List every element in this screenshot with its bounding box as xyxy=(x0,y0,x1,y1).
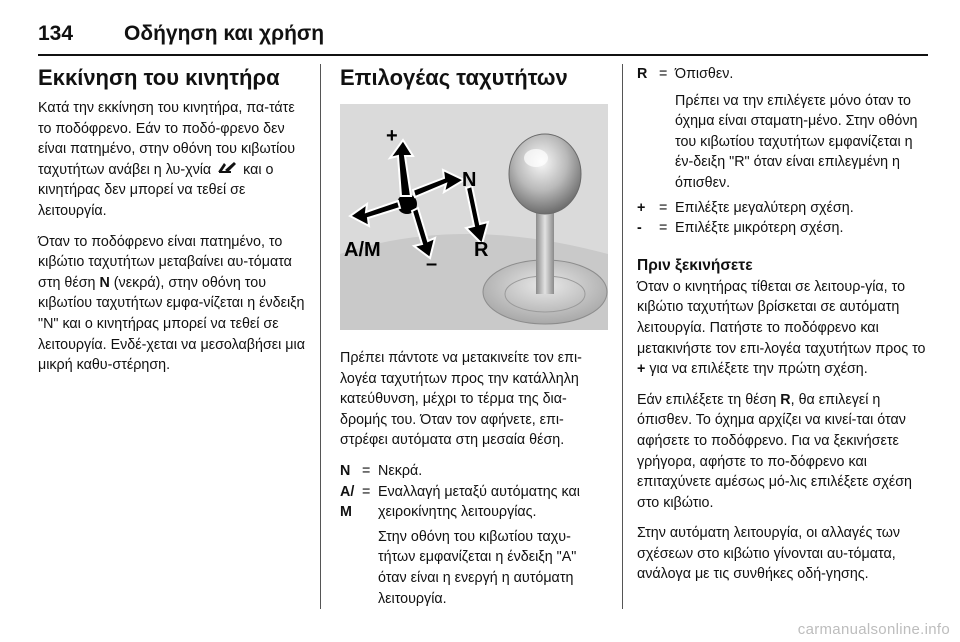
def-key: A/ M xyxy=(340,483,355,521)
column-engine-start xyxy=(38,64,306,386)
key-label: N xyxy=(99,274,110,291)
text: και ο κινητήρας δεν μπορεί να τεθεί σε λειτουργία. xyxy=(38,161,274,220)
text: (νεκρά), στην οθόνη του κιβωτίου ταχυτήτων εμφα-νίζεται η ένδειξη "N" και ο κινητήρας μπορεί να τεθεί σε λειτουργία. Ενδέ-χεται να μεσολαβήσει μια μικρή καθυ-στέρηση. xyxy=(38,274,305,374)
definition-neutral xyxy=(340,461,608,482)
paragraph xyxy=(38,98,306,222)
def-value: Εναλλαγή μεταξύ αυτόματης και χειροκίνητης λειτουργίας. xyxy=(378,483,580,521)
paragraph xyxy=(637,277,927,380)
key-label: + xyxy=(637,361,646,378)
def-key: R xyxy=(637,66,648,82)
key-label: R xyxy=(780,391,791,408)
def-eq: = xyxy=(362,462,371,479)
paragraph xyxy=(38,232,306,376)
page-number: 134 xyxy=(38,22,74,45)
definition-auto-manual xyxy=(340,482,608,523)
def-value: Επιλέξτε μεγαλύτερη σχέση. xyxy=(675,199,854,216)
gear-selector-drawing xyxy=(340,104,608,330)
def-key: - xyxy=(637,220,642,237)
def-eq: = xyxy=(659,220,668,237)
column-divider xyxy=(320,64,321,609)
column-divider xyxy=(622,64,623,609)
subheading-before-driving: Πριν ξεκινήσετε xyxy=(637,256,753,274)
definition-downshift xyxy=(637,218,927,239)
page-header xyxy=(38,14,928,54)
am-label: A/M xyxy=(344,239,381,261)
section-heading-engine-start: Εκκίνηση του κινητήρα xyxy=(38,65,280,90)
section-heading-gear-selector: Επιλογέας ταχυτήτων xyxy=(340,65,568,90)
r-label: R xyxy=(474,239,489,261)
text: Όταν το ποδόφρενο είναι πατημένο, το κιβώτιο ταχυτήτων μεταβαίνει αυ-τόματα στη θέση xyxy=(38,233,292,291)
def-eq: = xyxy=(659,66,668,82)
text: για να επιλέξετε την πρώτη σχέση. xyxy=(649,361,868,378)
auto-mode-note: Στην οθόνη του κιβωτίου ταχυ-τήτων εμφανίζεται η ένδειξη "A" όταν είναι η ενεργή η αυτόματη λειτουργία. xyxy=(378,528,577,607)
page-title: Οδήγηση και χρήση xyxy=(124,22,325,45)
text: Κατά την εκκίνηση του κινητήρα, πα-τάτε το ποδόφρενο. Εάν το ποδό-φρενο δεν είναι πατημένο, στην οθόνη του κιβωτίου ταχυτήτων ανάβει η λυ-χνία xyxy=(38,100,296,178)
figure-caption: Πρέπει πάντοτε να μετακινείτε τον επι-λογέα ταχυτήτων προς την κατάλληλη κατεύθυνση, μέχρι το τέρμα της δια-δρομής του. Όταν τον αφήνετε, επι-στρέφει αυτόματα στη μεσαία θέση. xyxy=(340,350,582,449)
text: , θα επιλεγεί η όπισθεν. Το όχημα αρχίζει να κινεί-ται όταν αφήσετε το ποδόφρενο. Για να ξεκινήσετε γρήγορα, αφήστε το πο-δόφρενο και επιταχύνετε αμέσως μό-λις επιλέξετε σχέση στο κιβώτιο. xyxy=(637,391,913,511)
column-gear-selector xyxy=(340,64,608,613)
def-eq: = xyxy=(659,199,668,216)
n-label: N xyxy=(462,169,477,191)
gear-selector-illustration xyxy=(340,104,608,330)
def-key: N xyxy=(340,462,351,479)
def-eq: = xyxy=(362,483,371,500)
def-value: Επιλέξτε μικρότερη σχέση. xyxy=(675,220,844,237)
reverse-note: Πρέπει να την επιλέγετε μόνο όταν το όχημα είναι σταματη-μένο. Στην οθόνη του κιβωτίου ταχυτήτων εμφανίζεται η έν-δειξη "R" όταν είναι επιλεγμένη η όπισθεν. xyxy=(675,92,918,191)
def-value: Όπισθεν. xyxy=(675,66,734,82)
column-reverse-and-start xyxy=(637,64,927,595)
text: Εάν επιλέξετε τη θέση xyxy=(637,391,777,408)
paragraph xyxy=(637,390,927,514)
header-rule xyxy=(38,54,928,56)
paragraph: Στην αυτόματη λειτουργία, οι αλλαγές των σχέσεων στο κιβώτιο γίνονται αυ-τόματα, ανάλογα με τις συνθήκες οδή-γησης. xyxy=(637,525,901,583)
text: Όταν ο κινητήρας τίθεται σε λειτουρ-γία, το κιβώτιο ταχυτήτων βρίσκεται σε αυτόματη λειτουργία. Πατήστε το ποδόφρενο και μετακινήστε τον επι-λογέα ταχυτήτων προς το xyxy=(637,278,926,357)
definition-upshift xyxy=(637,198,927,219)
definition-reverse xyxy=(637,64,927,85)
def-key: + xyxy=(637,199,646,216)
watermark: carmanualsonline.info xyxy=(797,621,950,638)
foot-on-pedal-icon xyxy=(217,160,237,181)
plus-label: + xyxy=(386,125,398,147)
minus-label: – xyxy=(426,253,438,275)
def-value: Νεκρά. xyxy=(378,462,423,479)
